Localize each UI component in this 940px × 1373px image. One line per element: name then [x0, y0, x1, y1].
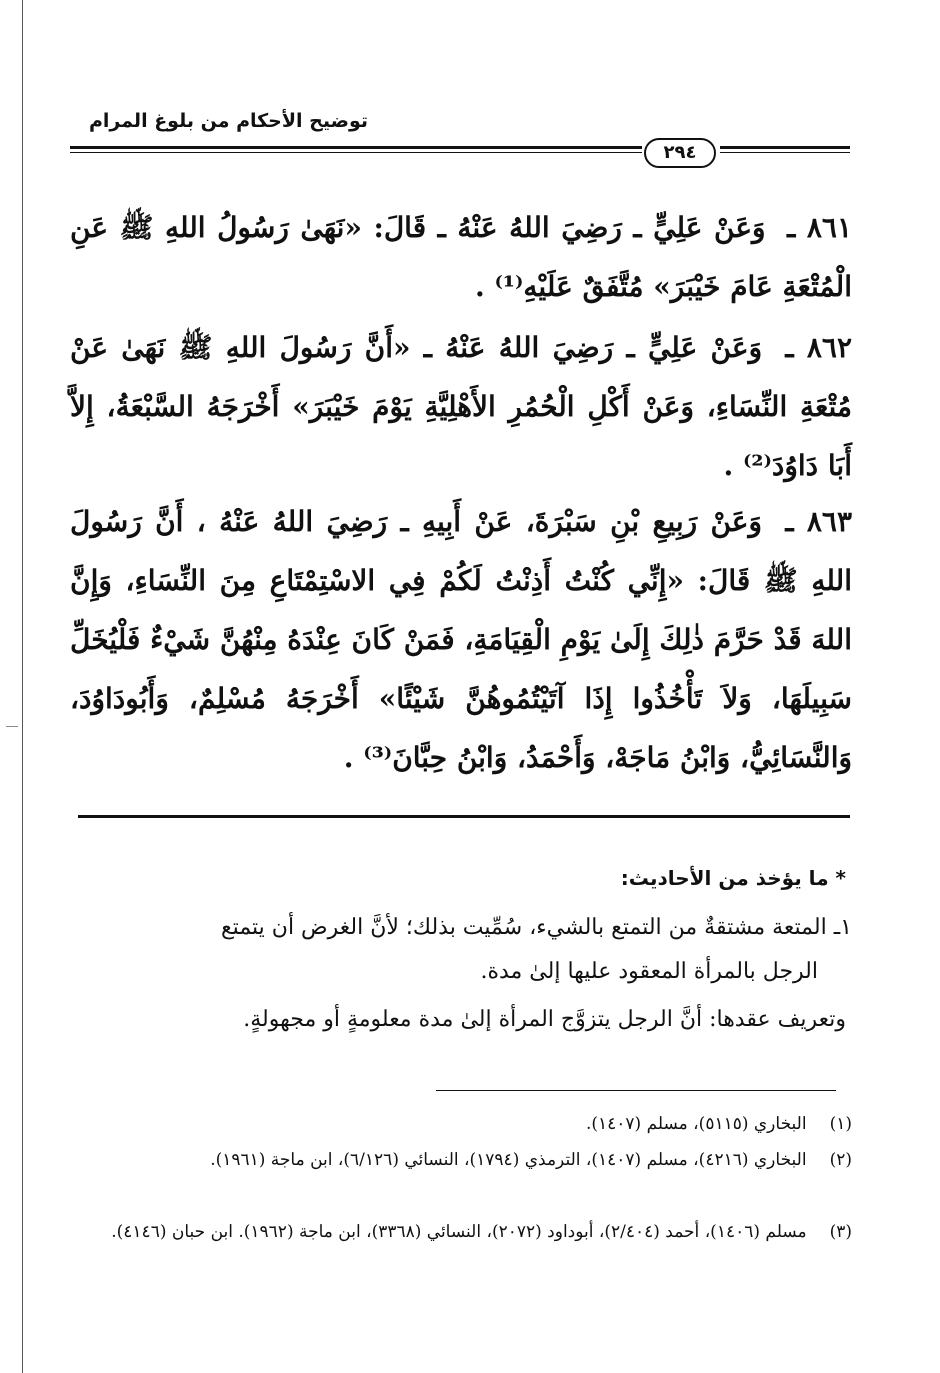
hadith-number: ٨٦٣ ـ [785, 505, 853, 538]
hadith-number: ٨٦١ ـ [787, 211, 852, 244]
running-title: توضيح الأحكام من بلوغ المرام [88, 110, 368, 132]
footnote-rule [436, 1090, 836, 1091]
lesson-number: ١ـ [833, 915, 852, 940]
header-rule-left [70, 146, 642, 154]
hadith-text: وَعَنْ عَلِيٍّ ـ رَضِيَ اللهُ عَنْهُ ـ قَالَ: «نَهَىٰ رَسُولُ اللهِ ﷺ عَنِ الْمُتْعَةِ عَامَ خَيْبَرَ» مُتَّفَقٌ عَلَيْهِ⁽¹⁾ . [70, 211, 852, 303]
footnote-text: البخاري (٥١١٥)، مسلم (١٤٠٧). [585, 1114, 807, 1134]
hadith-text: وَعَنْ رَبِيعِ بْنِ سَبْرَةَ، عَنْ أَبِيهِ ـ رَضِيَ اللهُ عَنْهُ ، أَنَّ رَسُولَ اللهِ ﷺ قَالَ: «إِنِّي كُنْتُ أَذِنْتُ لَكُمْ فِي الاسْتِمْتَاعِ مِنَ النِّسَاءِ، وَإِنَّ اللهَ قَدْ حَرَّمَ ذٰلِكَ إِلَىٰ يَوْمِ الْقِيَامَةِ، فَمَنْ كَانَ عِنْدَهُ مِنْهُنَّ شَيْءٌ فَلْيُخَلِّ سَبِيلَهَا، وَلاَ تَأْخُذُوا إِذَا آتَيْتُمُوهُنَّ شَيْئًا» أَخْرَجَهُ مُسْلِمٌ، وَأَبُودَاوُدَ، وَالنَّسَائِيُّ، وَابْنُ مَاجَهْ، وَأَحْمَدُ، وَابْنُ حِبَّانَ⁽³⁾ . [70, 505, 852, 774]
hadith-number: ٨٦٢ ـ [785, 331, 852, 364]
hadith-861 [70, 198, 852, 316]
page-edge-mark [6, 726, 18, 727]
lesson-item-1 [70, 906, 852, 950]
hadith-862 [70, 318, 852, 495]
lesson-text: المتعة مشتقةٌ من التمتع بالشيء، سُمِّيت بذلك؛ لأنَّ الغرض أن يتمتع [220, 915, 827, 940]
hadith-text: وَعَنْ عَلِيٍّ ـ رَضِيَ اللهُ عَنْهُ ـ «أَنَّ رَسُولَ اللهِ ﷺ نَهَىٰ عَنْ مُتْعَةِ النِّسَاءِ، وَعَنْ أَكْلِ الْحُمُرِ الأَهْلِيَّةِ يَوْمَ خَيْبَرَ» أَخْرَجَهُ السَّبْعَةُ، إِلاَّ أَبَا دَاوُدَ⁽²⁾ . [70, 331, 852, 482]
lessons-heading: * ما يؤخذ من الأحاديث: [620, 866, 846, 890]
footnote-3 [70, 1214, 852, 1250]
footnote-1 [70, 1106, 852, 1142]
section-separator [78, 815, 850, 818]
footnote-text: البخاري (٤٢١٦)، مسلم (١٤٠٧)، الترمذي (١٧٩٤)، النسائي (٦/١٢٦)، ابن ماجة (١٩٦١). [210, 1150, 807, 1170]
hadith-863 [70, 492, 852, 787]
header-rule-right [720, 146, 850, 154]
lesson-item-1-continuation: الرجل بالمرأة المعقود عليها إلىٰ مدة. [480, 959, 818, 984]
page-edge-line [22, 0, 23, 1373]
lesson-definition: وتعريف عقدها: أنَّ الرجل يتزوَّج المرأة إلىٰ مدة معلومةٍ أو مجهولةٍ. [243, 1007, 846, 1032]
footnote-number: (٣) [829, 1222, 852, 1242]
footnote-text: مسلم (١٤٠٦)، أحمد (٢/٤٠٤)، أبوداود (٢٠٧٢)، النسائي (٣٣٦٨)، ابن ماجة (١٩٦٢). ابن حبان (٤١٤٦). [111, 1222, 807, 1242]
footnote-number: (١) [829, 1114, 852, 1134]
footnote-number: (٢) [829, 1150, 852, 1170]
footnote-2 [70, 1142, 852, 1178]
page-number: ٢٩٤ [644, 138, 716, 168]
